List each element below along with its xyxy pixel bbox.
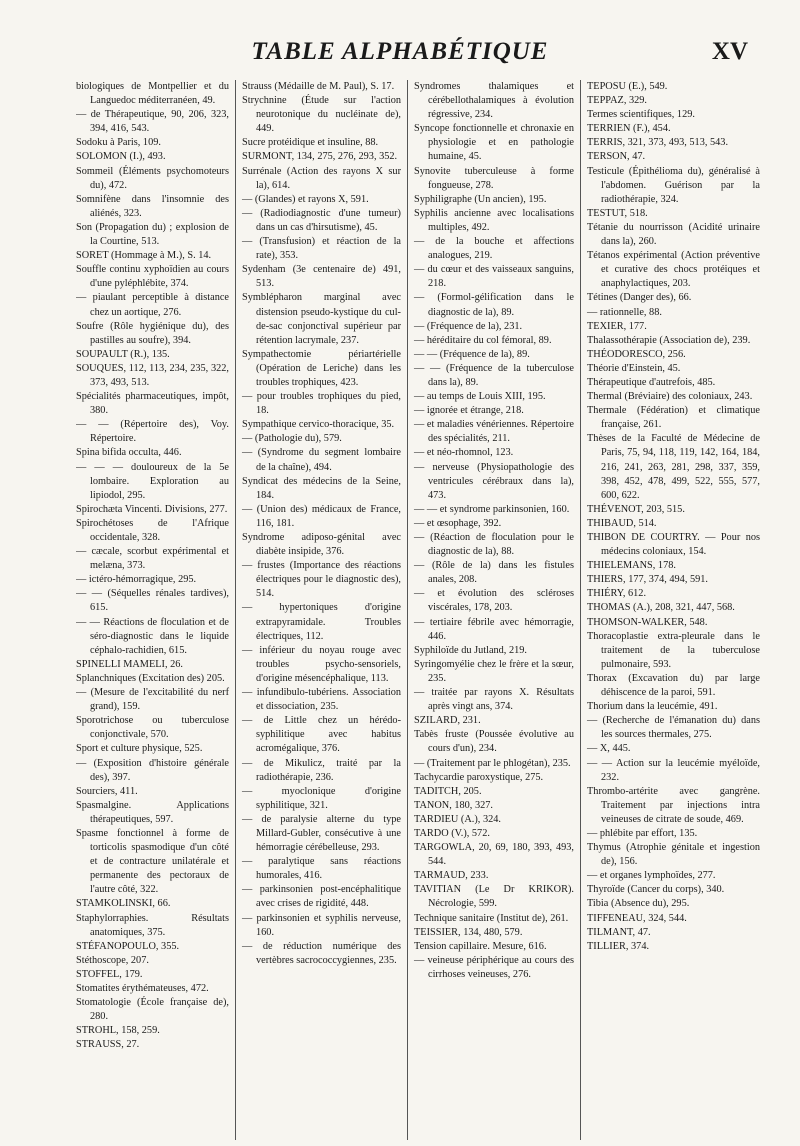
index-entry: TERRIEN (F.), 454. xyxy=(587,123,671,135)
index-entry: Thermale (Fédération) et climatique française, 261. xyxy=(587,405,760,431)
index-entry: STROHL, 158, 259. xyxy=(76,1025,160,1037)
index-entry: — — (Fréquence de la tuberculose dans la), 89. xyxy=(414,362,574,388)
index-entry: — et œsophage, 392. xyxy=(414,517,502,529)
index-entry: STAMKOLINSKI, 66. xyxy=(76,898,171,910)
index-entry: Stomatites érythémateuses, 472. xyxy=(76,983,209,994)
index-entry: Souffle continu xyphoïdien au cours d'une pyléphlébite, 374. xyxy=(76,264,229,290)
index-entry: Termes scientifiques, 129. xyxy=(587,109,695,121)
index-entry: Tabès fruste (Poussée évolutive au cours d'un), 234. xyxy=(414,729,574,755)
index-entry: — de Mikulicz, traité par la radiothérapie, 236. xyxy=(242,757,401,783)
index-entry: Thorax (Excavation du) par large déhiscence de la paroi, 591. xyxy=(587,672,760,699)
index-entry: — pour troubles trophiques du pied, 18. xyxy=(242,391,401,417)
index-entry: Son (Propagation du) ; explosion de la Courtine, 513. xyxy=(76,221,229,248)
index-entry: STOFFEL, 179. xyxy=(76,968,143,980)
index-entry: Strychnine (Étude sur l'action neurotonique du nucléinate de), 449. xyxy=(242,95,401,135)
index-entry: — — Réactions de floculation et de séro-diagnostic dans le liquide céphalo-rachidien, 615. xyxy=(76,616,229,656)
index-entry: TARMAUD, 233. xyxy=(414,870,489,882)
index-entry: — de réduction numérique des vertèbres sacrococcygiennes, 235. xyxy=(242,940,401,966)
index-column-3 xyxy=(408,80,581,1140)
index-entry: — (Glandes) et rayons X, 591. xyxy=(242,193,369,205)
index-entry: — — (Fréquence de la), 89. xyxy=(414,348,530,360)
index-entry: Syndromes thalamiques et cérébellothalamiques à évolution régressive, 234. xyxy=(414,81,574,121)
index-entry: TARDO (V.), 572. xyxy=(414,827,490,839)
index-entry: SOLOMON (I.), 493. xyxy=(76,151,166,163)
index-entry: TEXIER, 177. xyxy=(587,320,647,332)
index-entry: — (Traitement par le phlogétan), 235. xyxy=(414,757,571,769)
index-entry: — et organes lymphoïdes, 277. xyxy=(587,870,716,882)
index-entry: Splanchniques (Excitation des) 205. xyxy=(76,672,225,684)
index-entry: Syringomyélie chez le frère et la sœur, 235. xyxy=(414,658,574,684)
index-entry: Sucre protéidique et insuline, 88. xyxy=(242,137,379,149)
index-entry: Testicule (Épithélioma du), généralisé à l'abdomen. Guérison par la radiothérapie, 324. xyxy=(587,165,760,205)
index-entry: Sydenham (3e centenaire de) 491, 513. xyxy=(242,264,401,290)
index-entry: THOMAS (A.), 208, 321, 447, 568. xyxy=(587,602,735,614)
index-entry: — cæcale, scorbut expérimental et melæna, 373. xyxy=(76,546,229,572)
index-entry: Stomatologie (École française de), 280. xyxy=(76,997,229,1023)
index-columns xyxy=(76,80,766,1140)
index-entry: TERRIS, 321, 373, 493, 513, 543. xyxy=(587,137,729,149)
index-entry: TADITCH, 205. xyxy=(414,785,482,797)
index-entry: THÉVENOT, 203, 515. xyxy=(587,503,685,515)
index-entry: — myoclonique d'origine syphilitique, 321. xyxy=(242,785,401,811)
index-entry: Strauss (Médaille de M. Paul), S. 17. xyxy=(242,81,395,92)
index-entry: TEISSIER, 134, 480, 579. xyxy=(414,926,523,938)
index-entry: — — et syndrome parkinsonien, 160. xyxy=(414,503,570,515)
index-entry: Thymus (Atrophie génitale et ingestion de), 156. xyxy=(587,842,760,868)
index-column-4 xyxy=(581,80,766,1140)
index-entry: — au temps de Louis XIII, 195. xyxy=(414,391,546,403)
index-entry: Thoracoplastie extra-pleurale dans le traitement de la tuberculose pulmonaire, 593. xyxy=(587,630,760,670)
index-entry: — — — douloureux de la 5e lombaire. Exploration au lipiodol, 295. xyxy=(76,461,229,501)
index-entry: THIERS, 177, 374, 494, 591. xyxy=(587,574,708,586)
index-entry: — (Pathologie du), 579. xyxy=(242,433,342,445)
index-entry: THOMSON-WALKER, 548. xyxy=(587,616,708,628)
index-column-1 xyxy=(76,80,236,1140)
index-entry: Synovite tuberculeuse à forme fongueuse, 278. xyxy=(414,165,574,191)
index-entry: SURMONT, 134, 275, 276, 293, 352. xyxy=(242,151,398,163)
index-entry: — nerveuse (Physiopathologie des ventricules cérébraux dans la), 473. xyxy=(414,461,574,501)
index-entry: — héréditaire du col fémoral, 89. xyxy=(414,334,552,346)
index-entry: Spasmalgine. Applications thérapeutiques, 597. xyxy=(76,799,229,825)
index-entry: Tibia (Absence du), 295. xyxy=(587,898,690,910)
page-number: XV xyxy=(711,38,748,65)
index-entry: Sympathectomie périartérielle (Opération de Leriche) dans les troubles trophiques, 423. xyxy=(242,348,401,388)
index-entry: — (Radiodiagnostic d'une tumeur) dans un cas d'hirsutisme), 45. xyxy=(242,207,401,233)
index-entry: — — Action sur la leucémie myéloïde, 232. xyxy=(587,757,760,783)
index-entry: — de la bouche et affections analogues, 219. xyxy=(414,236,574,262)
index-entry: — (Exposition d'histoire générale des), 397. xyxy=(76,757,229,783)
index-entry: Thérapeutique d'autrefois, 485. xyxy=(587,376,716,388)
index-entry: Spirochétoses de l'Afrique occidentale, 328. xyxy=(76,517,229,543)
index-entry: — rationnelle, 88. xyxy=(587,306,662,318)
index-entry: Staphylorraphies. Résultats anatomiques, 375. xyxy=(76,912,229,938)
index-entry: TARDIEU (A.), 324. xyxy=(414,813,501,825)
index-entry: SOUPAULT (R.), 135. xyxy=(76,348,170,360)
index-entry: — traitée par rayons X. Résultats après vingt ans, 374. xyxy=(414,687,574,713)
index-entry: Thalassothérapie (Association de), 239. xyxy=(587,334,751,346)
index-entry: Thyroïde (Cancer du corps), 340. xyxy=(587,884,725,896)
index-entry: — de paralysie alterne du type Millard-Gubler, consécutive à une hémorragie cérébelleuse, 293. xyxy=(242,813,401,854)
index-entry: Syndrome adiposo-génital avec diabète insipide, 376. xyxy=(242,532,401,558)
index-entry: THIBAUD, 514. xyxy=(587,517,657,529)
index-entry: — infundibulo-tubériens. Association et dissociation, 235. xyxy=(242,687,401,713)
index-entry: — parkinsonien et syphilis nerveuse, 160. xyxy=(242,912,401,938)
index-entry: Sodoku à Paris, 109. xyxy=(76,137,161,149)
index-entry: SPINELLI MAMELI, 26. xyxy=(76,658,183,670)
index-entry: Syphilis ancienne avec localisations multiples, 492. xyxy=(414,207,574,233)
index-entry: TEPPAZ, 329. xyxy=(587,95,647,107)
index-entry: — — (Répertoire des), Voy. Répertoire. xyxy=(76,419,229,445)
index-entry: Spirochæta Vincenti. Divisions, 277. xyxy=(76,503,228,515)
index-entry: — paralytique sans réactions humorales, 416. xyxy=(242,856,401,882)
index-entry: — frustes (Importance des réactions électriques pour le diagnostic des), 514. xyxy=(242,560,401,600)
index-entry: TERSON, 47. xyxy=(587,151,646,163)
index-entry: Théorie d'Einstein, 45. xyxy=(587,362,681,374)
index-entry: Sympathique cervico-thoracique, 35. xyxy=(242,419,395,431)
index-entry: — (Formol-gélification dans le diagnostic de la), 89. xyxy=(414,292,574,318)
index-entry: — (Recherche de l'émanation du) dans les sources thermales, 275. xyxy=(587,715,760,741)
index-entry: Surrénale (Action des rayons X sur la), 614. xyxy=(242,165,401,191)
index-entry: Sporotrichose ou tuberculose conjonctivale, 570. xyxy=(76,715,229,741)
index-entry: Thorium dans la leucémie, 491. xyxy=(587,701,718,713)
index-entry: biologiques de Montpellier et du Languedoc méditerranéen, 49. xyxy=(76,81,229,107)
index-entry: Sommeil (Éléments psychomoteurs du), 472. xyxy=(76,165,229,191)
index-entry: — (Transfusion) et réaction de la rate), 353. xyxy=(242,236,401,262)
index-entry: — du cœur et des vaisseaux sanguins, 218. xyxy=(414,264,574,290)
index-entry: Soufre (Rôle hygiénique du), des pastilles au soufre), 394. xyxy=(76,320,229,346)
index-column-2 xyxy=(236,80,408,1140)
index-entry: Technique sanitaire (Institut de), 261. xyxy=(414,912,569,924)
index-entry: — (Mesure de l'excitabilité du nerf grand), 159. xyxy=(76,687,229,713)
index-entry: — piaulant perceptible à distance chez un aortique, 276. xyxy=(76,292,229,318)
page-header xyxy=(0,38,800,78)
index-entry: Syphiligraphe (Un ancien), 195. xyxy=(414,193,547,205)
index-entry: STRAUSS, 27. xyxy=(76,1039,140,1051)
index-entry: — de Thérapeutique, 90, 206, 323, 394, 416, 543. xyxy=(76,109,229,135)
index-entry: SOUQUES, 112, 113, 234, 235, 322, 373, 493, 513. xyxy=(76,362,229,388)
index-entry: — ignorée et étrange, 218. xyxy=(414,405,524,417)
index-entry: Stéthoscope, 207. xyxy=(76,954,149,966)
index-entry: Sourciers, 411. xyxy=(76,785,138,797)
index-entry: TIFFENEAU, 324, 544. xyxy=(587,912,687,924)
index-entry: — et maladies vénériennes. Répertoire des spécialités, 211. xyxy=(414,419,574,445)
index-entry: — hypertoniques d'origine extrapyramidale. Troubles électriques, 112. xyxy=(242,602,401,642)
index-entry: — parkinsonien post-encéphalitique avec crises de rigidité, 448. xyxy=(242,884,401,910)
index-entry: Somnifène dans l'insomnie des aliénés, 323. xyxy=(76,193,229,219)
index-entry: Thèses de la Faculté de Médecine de Paris, 75, 94, 118, 119, 142, 164, 184, 216, 241, 263, 281, 298, 337, 359, 398, 452, 478, 499, 522, 555, 577, 600, 622. xyxy=(587,433,760,501)
index-entry: — (Fréquence de la), 231. xyxy=(414,320,523,332)
index-entry: — et néo-rhomnol, 123. xyxy=(414,447,514,459)
index-entry: Tétanos expérimental (Action préventive et curative des chocs protéiques et anaphylactiques, 203. xyxy=(587,250,760,290)
index-entry: — veineuse périphérique au cours des cirrhoses veineuses, 276. xyxy=(414,954,574,980)
index-entry: Symblépharon marginal avec distension pseudo-kystique du cul-de-sac conjonctival supérieur par rétention lacrymale, 237. xyxy=(242,292,401,346)
index-entry: TILMANT, 47. xyxy=(587,926,651,938)
index-entry: Tension capillaire. Mesure, 616. xyxy=(414,940,547,952)
index-entry: TEPOSU (E.), 549. xyxy=(587,81,668,92)
index-entry: SZILARD, 231. xyxy=(414,715,481,727)
index-entry: — (Syndrome du segment lombaire de la chaîne), 494. xyxy=(242,447,401,473)
index-entry: THÉODORESCO, 256. xyxy=(587,348,686,360)
index-entry: Thermal (Bréviaire) des coloniaux, 243. xyxy=(587,391,753,403)
index-entry: Sport et culture physique, 525. xyxy=(76,743,203,755)
index-entry: Syndicat des médecins de la Seine, 184. xyxy=(242,475,401,501)
index-entry: Tachycardie paroxystique, 275. xyxy=(414,771,544,783)
index-entry: Tétanie du nourrisson (Acidité urinaire dans la), 260. xyxy=(587,221,760,248)
index-entry: — X, 445. xyxy=(587,743,631,755)
index-entry: Spécialités pharmaceutiques, impôt, 380. xyxy=(76,391,229,417)
index-entry: SORET (Hommage à M.), S. 14. xyxy=(76,250,212,262)
index-entry: — inférieur du noyau rouge avec troubles psycho-sensoriels, d'origine mésencéphalique, 113. xyxy=(242,644,401,684)
index-entry: — (Union des) médicaux de France, 116, 181. xyxy=(242,503,401,529)
index-entry: Syphiloïde du Jutland, 219. xyxy=(414,644,527,656)
index-entry: — de Little chez un hérédo-syphilitique avec habitus acromégalique, 376. xyxy=(242,715,401,755)
index-entry: — (Rôle de la) dans les fistules anales, 208. xyxy=(414,560,574,586)
index-entry: Thrombo-artérite avec gangrène. Traitement par injections intra veineuses de citrate de soude, 469. xyxy=(587,785,760,825)
index-entry: — — (Séquelles rénales tardives), 615. xyxy=(76,588,229,614)
index-entry: THIBON DE COURTRY. — Pour nos médecins coloniaux, 154. xyxy=(587,532,760,558)
index-entry: TAVITIAN (Le Dr KRIKOR). Nécrologie, 599. xyxy=(414,884,574,910)
index-entry: — (Réaction de floculation pour le diagnostic de la), 88. xyxy=(414,532,574,558)
index-entry: — phlébite par effort, 135. xyxy=(587,827,698,839)
index-entry: STÉFANOPOULO, 355. xyxy=(76,940,180,952)
index-entry: Spasme fonctionnel à forme de torticolis spasmodique d'un côté et de contracture unilatérale et permanente des pectoraux de l'autre côté, 322. xyxy=(76,827,229,896)
index-entry: — tertiaire fébrile avec hémorragie, 446. xyxy=(414,616,574,642)
index-entry: TARGOWLA, 20, 69, 180, 393, 493, 544. xyxy=(414,842,574,868)
index-entry: TILLIER, 374. xyxy=(587,940,650,952)
index-entry: — ictéro-hémorragique, 295. xyxy=(76,574,197,586)
index-entry: Spina bifida occulta, 446. xyxy=(76,447,182,459)
page-title: TABLE ALPHABÉTIQUE xyxy=(251,38,549,65)
index-entry: THIELEMANS, 178. xyxy=(587,560,676,572)
index-entry: Tétines (Danger des), 66. xyxy=(587,292,692,304)
index-entry: TANON, 180, 327. xyxy=(414,799,493,811)
index-entry: Syncope fonctionnelle et chronaxie en physiologie et en pathologie humaine, 45. xyxy=(414,123,574,163)
index-entry: THIÉRY, 612. xyxy=(587,588,647,600)
index-entry: TESTUT, 518. xyxy=(587,207,648,219)
index-entry: — et évolution des scléroses viscérales, 178, 203. xyxy=(414,588,574,614)
